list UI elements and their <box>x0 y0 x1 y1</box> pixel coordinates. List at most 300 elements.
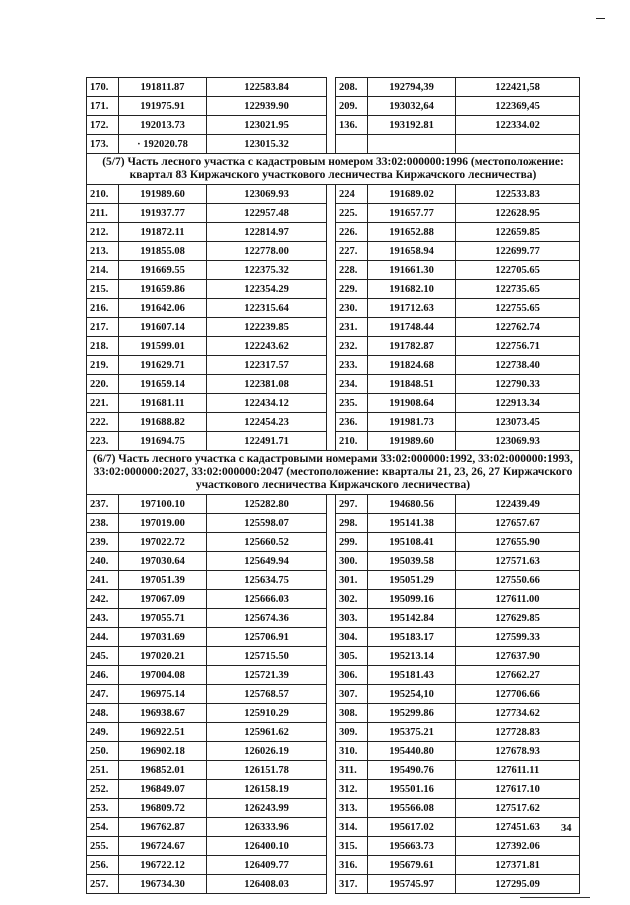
x-coordinate-cell: 191599.01 <box>119 337 207 356</box>
y-coordinate-cell: 126151.78 <box>207 761 327 780</box>
y-coordinate-cell: 122439.49 <box>456 495 580 514</box>
point-number-cell: 221. <box>87 394 119 413</box>
x-coordinate-cell: 197019.00 <box>119 514 207 533</box>
point-number-cell: 316. <box>336 856 368 875</box>
y-coordinate-cell: 126333.96 <box>207 818 327 837</box>
y-coordinate-cell: 127611.00 <box>456 590 580 609</box>
point-number-cell: 308. <box>336 704 368 723</box>
point-number-cell: 211. <box>87 204 119 223</box>
column-gap <box>327 185 336 204</box>
section-heading: (6/7) Часть лесного участка с кадастровыми номерами 33:02:000000:1992, 33:02:000000:1993, 33:02:000000:2027, 33:02:000000:2047 (местоположение: кварталы 21, 23, 26, 27 Киржачского участкового лесничества Киржачского лесничества) <box>87 451 580 495</box>
y-coordinate-cell: 125768.57 <box>207 685 327 704</box>
y-coordinate-cell: 127599.33 <box>456 628 580 647</box>
column-gap <box>327 761 336 780</box>
y-coordinate-cell: 127295.09 <box>456 875 580 894</box>
y-coordinate-cell: 125282.80 <box>207 495 327 514</box>
point-number-cell: 210. <box>87 185 119 204</box>
column-gap <box>327 837 336 856</box>
point-number-cell: 315. <box>336 837 368 856</box>
point-number-cell: 220. <box>87 375 119 394</box>
y-coordinate-cell: 127657.67 <box>456 514 580 533</box>
point-number-cell: 232. <box>336 337 368 356</box>
y-coordinate-cell: 127611.11 <box>456 761 580 780</box>
x-coordinate-cell: 195663.73 <box>368 837 456 856</box>
y-coordinate-cell: 122738.40 <box>456 356 580 375</box>
table-row <box>87 818 580 837</box>
y-coordinate-cell: 125598.07 <box>207 514 327 533</box>
table-row <box>87 135 580 154</box>
point-number-cell: 236. <box>336 413 368 432</box>
point-number-cell: 215. <box>87 280 119 299</box>
point-number-cell: 244. <box>87 628 119 647</box>
coordinates-table-body <box>87 78 580 894</box>
x-coordinate-cell: 191669.55 <box>119 261 207 280</box>
y-coordinate-cell <box>456 135 580 154</box>
x-coordinate-cell: 196762.87 <box>119 818 207 837</box>
y-coordinate-cell: 122315.64 <box>207 299 327 318</box>
y-coordinate-cell: 127550.66 <box>456 571 580 590</box>
point-number-cell: 237. <box>87 495 119 514</box>
point-number-cell: 136. <box>336 116 368 135</box>
x-coordinate-cell: 195617.02 <box>368 818 456 837</box>
x-coordinate-cell: 191848.51 <box>368 375 456 394</box>
document-page <box>86 77 579 894</box>
x-coordinate-cell: 193032,64 <box>368 97 456 116</box>
point-number-cell: 255. <box>87 837 119 856</box>
x-coordinate-cell: 191782.87 <box>368 337 456 356</box>
x-coordinate-cell: 196734.30 <box>119 875 207 894</box>
point-number-cell: 256. <box>87 856 119 875</box>
point-number-cell: 297. <box>336 495 368 514</box>
table-row <box>87 318 580 337</box>
point-number-cell: 250. <box>87 742 119 761</box>
x-coordinate-cell: 197067.09 <box>119 590 207 609</box>
point-number-cell: 225. <box>336 204 368 223</box>
column-gap <box>327 647 336 666</box>
y-coordinate-cell: 122699.77 <box>456 242 580 261</box>
x-coordinate-cell: 191659.86 <box>119 280 207 299</box>
y-coordinate-cell: 122778.00 <box>207 242 327 261</box>
y-coordinate-cell: 122913.34 <box>456 394 580 413</box>
y-coordinate-cell: 122491.71 <box>207 432 327 451</box>
y-coordinate-cell: 122317.57 <box>207 356 327 375</box>
x-coordinate-cell: 191682.10 <box>368 280 456 299</box>
column-gap <box>327 856 336 875</box>
y-coordinate-cell: 122814.97 <box>207 223 327 242</box>
x-coordinate-cell: 195141.38 <box>368 514 456 533</box>
x-coordinate-cell: 191689.02 <box>368 185 456 204</box>
y-coordinate-cell: 125634.75 <box>207 571 327 590</box>
x-coordinate-cell: 191748.44 <box>368 318 456 337</box>
table-row <box>87 723 580 742</box>
point-number-cell: 239. <box>87 533 119 552</box>
x-coordinate-cell: 195299.86 <box>368 704 456 723</box>
x-coordinate-cell: 191607.14 <box>119 318 207 337</box>
table-row <box>87 204 580 223</box>
y-coordinate-cell: 123069.93 <box>207 185 327 204</box>
table-row <box>87 78 580 97</box>
point-number-cell: 305. <box>336 647 368 666</box>
point-number-cell: 213. <box>87 242 119 261</box>
column-gap <box>327 204 336 223</box>
y-coordinate-cell: 125715.50 <box>207 647 327 666</box>
column-gap <box>327 723 336 742</box>
x-coordinate-cell: 191989.60 <box>368 432 456 451</box>
y-coordinate-cell: 127371.81 <box>456 856 580 875</box>
y-coordinate-cell: 125961.62 <box>207 723 327 742</box>
y-coordinate-cell: 126409.77 <box>207 856 327 875</box>
x-coordinate-cell: 196938.67 <box>119 704 207 723</box>
y-coordinate-cell: 122381.08 <box>207 375 327 394</box>
table-row <box>87 356 580 375</box>
x-coordinate-cell: 195501.16 <box>368 780 456 799</box>
point-number-cell: 300. <box>336 552 368 571</box>
y-coordinate-cell: 122659.85 <box>456 223 580 242</box>
point-number-cell: 212. <box>87 223 119 242</box>
x-coordinate-cell: 191937.77 <box>119 204 207 223</box>
point-number-cell: 251. <box>87 761 119 780</box>
table-row <box>87 761 580 780</box>
x-coordinate-cell: 191989.60 <box>119 185 207 204</box>
y-coordinate-cell: 122454.23 <box>207 413 327 432</box>
x-coordinate-cell: 194680.56 <box>368 495 456 514</box>
point-number-cell: 254. <box>87 818 119 837</box>
y-coordinate-cell: 126400.10 <box>207 837 327 856</box>
x-coordinate-cell: 196922.51 <box>119 723 207 742</box>
column-gap <box>327 742 336 761</box>
y-coordinate-cell: 127655.90 <box>456 533 580 552</box>
x-coordinate-cell: 195039.58 <box>368 552 456 571</box>
point-number-cell: 233. <box>336 356 368 375</box>
table-row <box>87 337 580 356</box>
point-number-cell: 298. <box>336 514 368 533</box>
table-row <box>87 432 580 451</box>
point-number-cell: 304. <box>336 628 368 647</box>
x-coordinate-cell: 197020.21 <box>119 647 207 666</box>
table-row <box>87 685 580 704</box>
x-coordinate-cell: 195490.76 <box>368 761 456 780</box>
column-gap <box>327 261 336 280</box>
table-row <box>87 647 580 666</box>
x-coordinate-cell: 191694.75 <box>119 432 207 451</box>
point-number-cell: 302. <box>336 590 368 609</box>
y-coordinate-cell: 122705.65 <box>456 261 580 280</box>
x-coordinate-cell: 196852.01 <box>119 761 207 780</box>
point-number-cell: 301. <box>336 571 368 590</box>
x-coordinate-cell: 197055.71 <box>119 609 207 628</box>
table-row <box>87 571 580 590</box>
column-gap <box>327 552 336 571</box>
point-number-cell: 299. <box>336 533 368 552</box>
point-number-cell: 247. <box>87 685 119 704</box>
table-row <box>87 552 580 571</box>
y-coordinate-cell: 127728.83 <box>456 723 580 742</box>
table-row <box>87 261 580 280</box>
y-coordinate-cell: 122790.33 <box>456 375 580 394</box>
column-gap <box>327 223 336 242</box>
point-number-cell: 253. <box>87 799 119 818</box>
column-gap <box>327 394 336 413</box>
y-coordinate-cell: 122762.74 <box>456 318 580 337</box>
y-coordinate-cell: 127734.62 <box>456 704 580 723</box>
x-coordinate-cell: 197031.69 <box>119 628 207 647</box>
y-coordinate-cell: 122375.32 <box>207 261 327 280</box>
table-row <box>87 223 580 242</box>
y-coordinate-cell: 125706.91 <box>207 628 327 647</box>
y-coordinate-cell: 125660.52 <box>207 533 327 552</box>
table-row <box>87 533 580 552</box>
y-coordinate-cell: 122239.85 <box>207 318 327 337</box>
table-row <box>87 590 580 609</box>
y-coordinate-cell: 122628.95 <box>456 204 580 223</box>
y-coordinate-cell: 122354.29 <box>207 280 327 299</box>
point-number-cell: 228. <box>336 261 368 280</box>
point-number-cell: 306. <box>336 666 368 685</box>
point-number-cell: 219. <box>87 356 119 375</box>
section-heading-row <box>87 451 580 495</box>
x-coordinate-cell: 195099.16 <box>368 590 456 609</box>
x-coordinate-cell: 197100.10 <box>119 495 207 514</box>
point-number-cell: 230. <box>336 299 368 318</box>
point-number-cell: 238. <box>87 514 119 533</box>
point-number-cell: 248. <box>87 704 119 723</box>
table-row <box>87 875 580 894</box>
x-coordinate-cell: 195108.41 <box>368 533 456 552</box>
table-row <box>87 97 580 116</box>
x-coordinate-cell: 196975.14 <box>119 685 207 704</box>
x-coordinate-cell: 195745.97 <box>368 875 456 894</box>
point-number-cell: 246. <box>87 666 119 685</box>
table-row <box>87 280 580 299</box>
y-coordinate-cell: 122243.62 <box>207 337 327 356</box>
table-row <box>87 780 580 799</box>
y-coordinate-cell: 125649.94 <box>207 552 327 571</box>
footer-rule <box>520 897 590 898</box>
x-coordinate-cell: 195679.61 <box>368 856 456 875</box>
point-number-cell: 307. <box>336 685 368 704</box>
column-gap <box>327 97 336 116</box>
column-gap <box>327 375 336 394</box>
table-row <box>87 799 580 818</box>
column-gap <box>327 628 336 647</box>
x-coordinate-cell: 195213.14 <box>368 647 456 666</box>
x-coordinate-cell: 195051.29 <box>368 571 456 590</box>
column-gap <box>327 514 336 533</box>
y-coordinate-cell: 126408.03 <box>207 875 327 894</box>
column-gap <box>327 495 336 514</box>
coordinates-table <box>86 77 580 894</box>
y-coordinate-cell: 122434.12 <box>207 394 327 413</box>
x-coordinate-cell: 195183.17 <box>368 628 456 647</box>
point-number-cell: 311. <box>336 761 368 780</box>
x-coordinate-cell: 191657.77 <box>368 204 456 223</box>
y-coordinate-cell: 122421,58 <box>456 78 580 97</box>
point-number-cell: 226. <box>336 223 368 242</box>
point-number-cell: 172. <box>87 116 119 135</box>
x-coordinate-cell: 191658.94 <box>368 242 456 261</box>
point-number-cell: 257. <box>87 875 119 894</box>
x-coordinate-cell: 191981.73 <box>368 413 456 432</box>
column-gap <box>327 571 336 590</box>
x-coordinate-cell: 196722.12 <box>119 856 207 875</box>
x-coordinate-cell: 195142.84 <box>368 609 456 628</box>
point-number-cell: 210. <box>336 432 368 451</box>
x-coordinate-cell: 197004.08 <box>119 666 207 685</box>
x-coordinate-cell: 191681.11 <box>119 394 207 413</box>
x-coordinate-cell: 191629.71 <box>119 356 207 375</box>
column-gap <box>327 299 336 318</box>
x-coordinate-cell: 191712.63 <box>368 299 456 318</box>
y-coordinate-cell: 127678.93 <box>456 742 580 761</box>
x-coordinate-cell: · 192020.78 <box>119 135 207 154</box>
table-row <box>87 837 580 856</box>
y-coordinate-cell: 125666.03 <box>207 590 327 609</box>
x-coordinate-cell: 197022.72 <box>119 533 207 552</box>
y-coordinate-cell: 127451.63 <box>456 818 580 837</box>
table-row <box>87 242 580 261</box>
point-number-cell: 303. <box>336 609 368 628</box>
y-coordinate-cell: 122957.48 <box>207 204 327 223</box>
x-coordinate-cell: 191652.88 <box>368 223 456 242</box>
point-number-cell: 234. <box>336 375 368 394</box>
point-number-cell: 171. <box>87 97 119 116</box>
point-number-cell: 208. <box>336 78 368 97</box>
point-number-cell: 222. <box>87 413 119 432</box>
y-coordinate-cell: 122583.84 <box>207 78 327 97</box>
x-coordinate-cell: 195375.21 <box>368 723 456 742</box>
point-number-cell: 245. <box>87 647 119 666</box>
x-coordinate-cell: 197051.39 <box>119 571 207 590</box>
column-gap <box>327 356 336 375</box>
column-gap <box>327 337 336 356</box>
x-coordinate-cell: 191661.30 <box>368 261 456 280</box>
x-coordinate-cell: 197030.64 <box>119 552 207 571</box>
point-number-cell: 241. <box>87 571 119 590</box>
y-coordinate-cell: 122369,45 <box>456 97 580 116</box>
y-coordinate-cell: 126243.99 <box>207 799 327 818</box>
point-number-cell: 313. <box>336 799 368 818</box>
point-number-cell: 227. <box>336 242 368 261</box>
column-gap <box>327 432 336 451</box>
table-row <box>87 742 580 761</box>
x-coordinate-cell: 195566.08 <box>368 799 456 818</box>
y-coordinate-cell: 127392.06 <box>456 837 580 856</box>
y-coordinate-cell: 123015.32 <box>207 135 327 154</box>
point-number-cell: 214. <box>87 261 119 280</box>
table-row <box>87 413 580 432</box>
y-coordinate-cell: 127706.66 <box>456 685 580 704</box>
column-gap <box>327 533 336 552</box>
column-gap <box>327 413 336 432</box>
y-coordinate-cell: 122755.65 <box>456 299 580 318</box>
table-row <box>87 495 580 514</box>
column-gap <box>327 116 336 135</box>
x-coordinate-cell: 191872.11 <box>119 223 207 242</box>
column-gap <box>327 685 336 704</box>
table-row <box>87 185 580 204</box>
column-gap <box>327 318 336 337</box>
column-gap <box>327 609 336 628</box>
y-coordinate-cell: 127617.10 <box>456 780 580 799</box>
column-gap <box>327 780 336 799</box>
table-row <box>87 628 580 647</box>
column-gap <box>327 666 336 685</box>
y-coordinate-cell: 126026.19 <box>207 742 327 761</box>
column-gap <box>327 78 336 97</box>
x-coordinate-cell: 195254,10 <box>368 685 456 704</box>
column-gap <box>327 590 336 609</box>
point-number-cell: 240. <box>87 552 119 571</box>
x-coordinate-cell: 191811.87 <box>119 78 207 97</box>
x-coordinate-cell: 196902.18 <box>119 742 207 761</box>
point-number-cell: 218. <box>87 337 119 356</box>
column-gap <box>327 135 336 154</box>
x-coordinate-cell: 191688.82 <box>119 413 207 432</box>
column-gap <box>327 280 336 299</box>
y-coordinate-cell: 127517.62 <box>456 799 580 818</box>
column-gap <box>327 799 336 818</box>
column-gap <box>327 704 336 723</box>
table-row <box>87 856 580 875</box>
x-coordinate-cell: 191659.14 <box>119 375 207 394</box>
x-coordinate-cell <box>368 135 456 154</box>
x-coordinate-cell: 191975.91 <box>119 97 207 116</box>
point-number-cell: 243. <box>87 609 119 628</box>
point-number-cell: 310. <box>336 742 368 761</box>
point-number-cell: 312. <box>336 780 368 799</box>
point-number-cell <box>336 135 368 154</box>
point-number-cell: 242. <box>87 590 119 609</box>
point-number-cell: 223. <box>87 432 119 451</box>
column-gap <box>327 875 336 894</box>
point-number-cell: 314. <box>336 818 368 837</box>
page-corner-mark <box>596 18 605 19</box>
page-number: 34 <box>561 823 572 834</box>
y-coordinate-cell: 123021.95 <box>207 116 327 135</box>
x-coordinate-cell: 191824.68 <box>368 356 456 375</box>
point-number-cell: 317. <box>336 875 368 894</box>
x-coordinate-cell: 191642.06 <box>119 299 207 318</box>
column-gap <box>327 242 336 261</box>
x-coordinate-cell: 191908.64 <box>368 394 456 413</box>
table-row <box>87 394 580 413</box>
y-coordinate-cell: 122533.83 <box>456 185 580 204</box>
table-row <box>87 609 580 628</box>
table-row <box>87 666 580 685</box>
x-coordinate-cell: 193192.81 <box>368 116 456 135</box>
y-coordinate-cell: 122334.02 <box>456 116 580 135</box>
y-coordinate-cell: 122939.90 <box>207 97 327 116</box>
table-row <box>87 514 580 533</box>
table-row <box>87 704 580 723</box>
y-coordinate-cell: 127571.63 <box>456 552 580 571</box>
x-coordinate-cell: 196809.72 <box>119 799 207 818</box>
y-coordinate-cell: 122735.65 <box>456 280 580 299</box>
point-number-cell: 235. <box>336 394 368 413</box>
y-coordinate-cell: 122756.71 <box>456 337 580 356</box>
y-coordinate-cell: 123073.45 <box>456 413 580 432</box>
section-heading-row <box>87 154 580 185</box>
point-number-cell: 224 <box>336 185 368 204</box>
y-coordinate-cell: 125674.36 <box>207 609 327 628</box>
y-coordinate-cell: 123069.93 <box>456 432 580 451</box>
x-coordinate-cell: 192013.73 <box>119 116 207 135</box>
point-number-cell: 231. <box>336 318 368 337</box>
point-number-cell: 216. <box>87 299 119 318</box>
y-coordinate-cell: 126158.19 <box>207 780 327 799</box>
section-heading: (5/7) Часть лесного участка с кадастровым номером 33:02:000000:1996 (местоположение: квартал 83 Киржачского участкового лесничества Киржачского лесничества) <box>87 154 580 185</box>
x-coordinate-cell: 192794,39 <box>368 78 456 97</box>
